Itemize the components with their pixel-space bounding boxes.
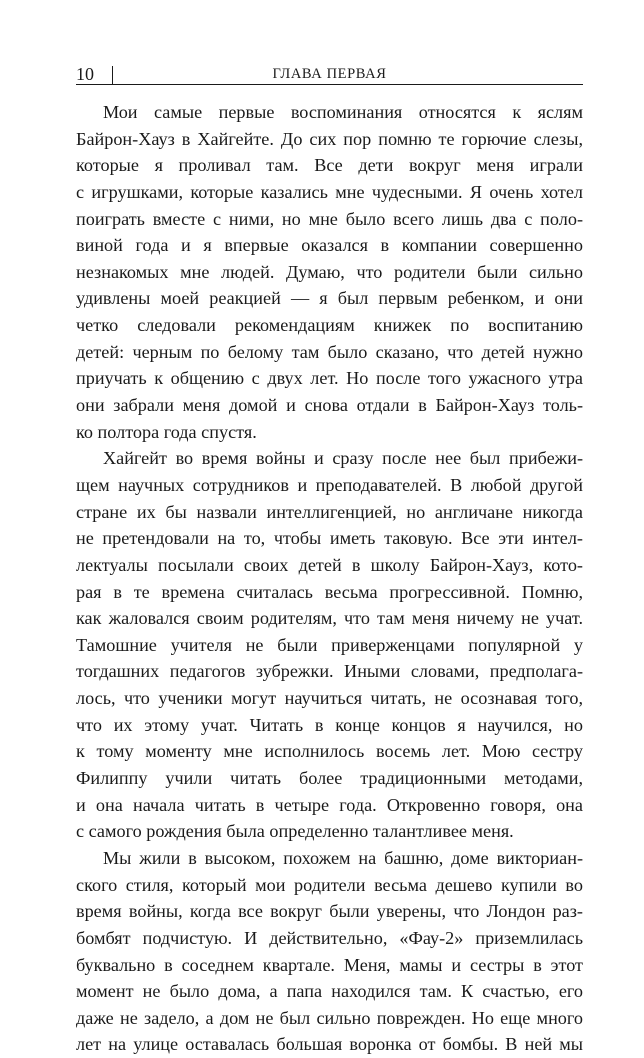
text-line: лет на улице оставалась большая воронка от бомбы. В ней мы — [76, 1034, 583, 1055]
text-line: приучать к общению с двух лет. Но после того ужасного утра — [76, 368, 583, 389]
text-line: виной года и я впервые оказался в компании совершенно — [76, 235, 583, 256]
text-line: не претендовали на то, чтобы иметь таковую. Все эти интел- — [76, 528, 583, 549]
body-text — [76, 99, 583, 1058]
text-line: бомбят подчистую. И действительно, «Фау-2» приземлилась — [76, 927, 583, 948]
text-line: с игрушками, которые казались мне чудесными. Я очень хотел — [76, 181, 583, 202]
text-line: щем научных сотрудников и преподавателей. В любой другой — [76, 474, 583, 495]
paragraph-3 — [76, 845, 583, 1058]
text-line: детей: черным по белому там было сказано, что детей нужно — [76, 341, 583, 362]
text-line: они забрали меня домой и снова отдали в Байрон-Хауз толь- — [76, 395, 583, 416]
text-line: даже не задело, а дом не был сильно поврежден. Но еще много — [76, 1007, 583, 1028]
text-line: с самого рождения была определенно талантливее меня. — [76, 821, 514, 842]
text-line: Хайгейт во время войны и сразу после нее был прибежи- — [103, 448, 583, 469]
text-line: ко полтора года спустя. — [76, 421, 257, 442]
paragraph-2 — [76, 445, 583, 845]
text-line: поиграть вместе с ними, но мне было всего лишь два с поло- — [76, 208, 583, 229]
text-line: которые я проливал там. Все дети вокруг меня играли — [76, 155, 583, 176]
chapter-title: ГЛАВА ПЕРВАЯ — [272, 66, 387, 82]
text-line: лектуалы посылали своих детей в школу Байрон-Хауз, кото- — [76, 554, 583, 575]
text-line: ского стиля, который мои родители весьма дешево купили во — [76, 874, 583, 895]
text-line: время войны, когда все вокруг были уверены, что Лондон раз- — [76, 901, 583, 922]
text-line: Мои самые первые воспоминания относятся к яслям — [103, 102, 583, 122]
text-line: как жаловался своим родителям, что там меня ничему не учат. — [76, 608, 583, 629]
text-line: Байрон-Хауз в Хайгейте. До сих пор помню те горючие слезы, — [76, 128, 583, 149]
running-head — [76, 64, 583, 85]
text-line: и она начала читать в четыре года. Откровенно говоря, она — [76, 794, 583, 815]
text-line: к тому моменту мне исполнилось восемь лет. Мою сестру — [76, 741, 583, 762]
text-line: Филиппу учили читать более традиционными методами, — [76, 768, 583, 789]
text-line: рая в те времена считалась весьма прогрессивной. Помню, — [76, 581, 583, 602]
page-number: 10 — [76, 64, 94, 84]
text-line: незнакомых мне людей. Думаю, что родители были сильно — [76, 261, 583, 282]
text-line: тогдашних педагогов зубрежки. Иными словами, предполага- — [76, 661, 583, 682]
text-line: что их этому учат. Читать в конце концов я научился, но — [76, 714, 583, 735]
text-line: лось, что ученики могут научиться читать, не осознавая того, — [76, 688, 583, 709]
paragraph-1 — [76, 99, 583, 445]
text-line: буквально в соседнем квартале. Меня, мамы и сестры в этот — [76, 954, 583, 975]
text-line: удивлены моей реакцией — я был первым ребенком, и они — [76, 288, 583, 309]
text-line: Мы жили в высоком, похожем на башню, доме викториан- — [103, 847, 583, 868]
text-line: Тамошние учителя не были приверженцами популярной у — [76, 634, 583, 655]
text-line: четко следовали рекомендациям книжек по воспитанию — [76, 315, 583, 336]
text-line: момент не было дома, а папа находился там. К счастью, его — [76, 981, 583, 1002]
text-line: стране их бы назвали интеллигенцией, но англичане никогда — [76, 501, 583, 522]
